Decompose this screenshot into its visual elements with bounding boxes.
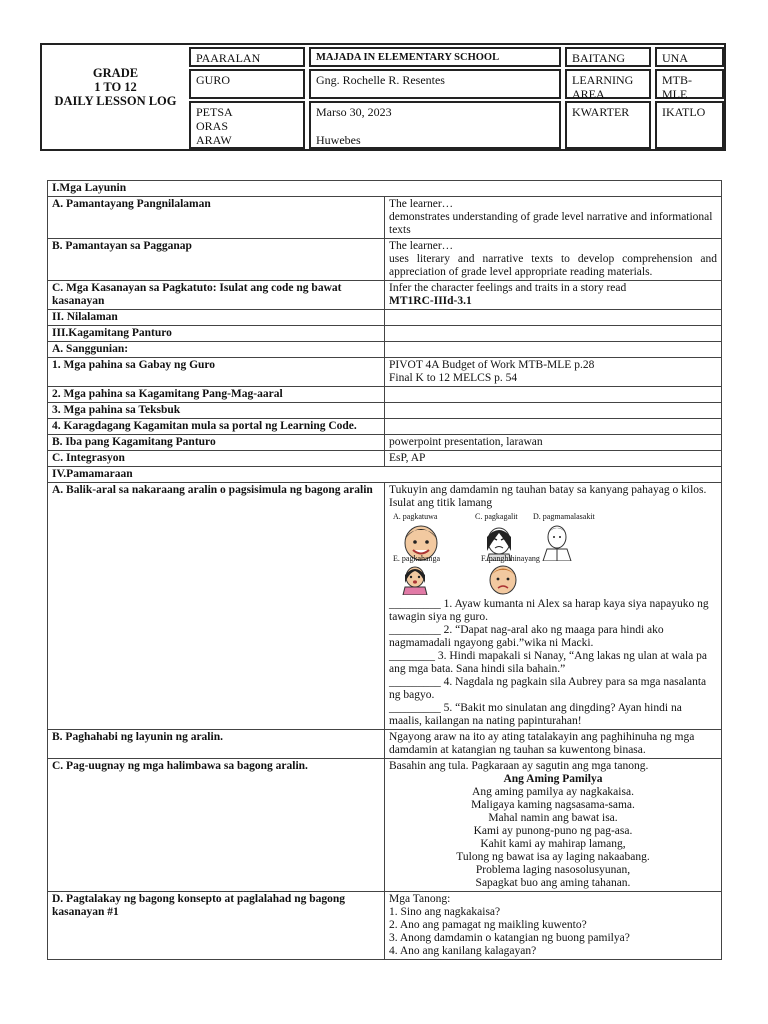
petsa-labels	[189, 101, 305, 149]
row-value	[385, 239, 722, 281]
table-row	[48, 358, 722, 387]
table-row	[48, 197, 722, 239]
row-label: D. Pagtalakay ng bagong konsepto at paglalahad ng bagong kasanayan #1	[48, 892, 385, 960]
row-value: EsP, AP	[385, 451, 722, 467]
table-row	[48, 281, 722, 310]
row-text: uses literary and narrative texts to develop comprehension and appreciation of grade level appropriate reading materials.	[389, 253, 717, 278]
poem-line: Tulong ng bawat isa ay laging nakaabang.	[456, 851, 650, 863]
header-block	[40, 43, 726, 151]
row-value	[385, 892, 722, 960]
question: 3. Anong damdamin o katangian ng buong pamilya?	[389, 932, 630, 944]
section-nilalaman: II. Nilalaman	[48, 310, 385, 326]
item-2: _________ 2. “Dapat nag-aral ako ng maaga para hindi ako nagmamadali ngayong gabi.”wika ni Macki.	[389, 624, 664, 649]
table-row	[48, 239, 722, 281]
row-label: A. Pamantayang Pangnilalaman	[48, 197, 385, 239]
caring-man-icon	[533, 521, 581, 561]
regretful-boy-icon	[481, 563, 525, 595]
row-value	[385, 419, 722, 435]
face-caption: E. pagkahanga	[393, 554, 441, 563]
row-label: 3. Mga pahina sa Teksbuk	[48, 403, 385, 419]
questions-title: Mga Tanong:	[389, 893, 451, 905]
item-4: _________ 4. Nagdala ng pagkain sila Aubrey para sa mga nasalanta ng bagyo.	[389, 676, 707, 701]
table-row	[48, 419, 722, 435]
learning-area-value: MTB-MLE	[655, 69, 724, 99]
item-5: _________ 5. “Bakit mo sinulatan ang dingding? Ayan hindi na maalis, kailangan na nating papinturahan!	[389, 702, 682, 727]
table-row	[48, 730, 722, 759]
row-label: C. Mga Kasanayan sa Pagkatuto: Isulat ang code ng bawat kasanayan	[48, 281, 385, 310]
row-label: 2. Mga pahina sa Kagamitang Pang-Mag-aaral	[48, 387, 385, 403]
face-e	[393, 554, 440, 595]
row-label: B. Iba pang Kagamitang Panturo	[48, 435, 385, 451]
guro-value: Gng. Rochelle R. Resentes	[309, 69, 561, 99]
table-row	[48, 892, 722, 960]
baitang-label: BAITANG	[565, 47, 651, 67]
poem-line: Problema laging nasosolusyunan,	[475, 864, 631, 876]
title-line-1: GRADE	[92, 66, 139, 80]
kwarter-value: IKATLO	[655, 101, 724, 149]
row-label: C. Integrasyon	[48, 451, 385, 467]
table-row	[48, 483, 722, 730]
paaralan-value: MAJADA IN ELEMENTARY SCHOOL	[309, 47, 561, 67]
row-text: Final K to 12 MELCS p. 54	[389, 372, 518, 384]
row-value	[385, 281, 722, 310]
table-row	[48, 435, 722, 451]
row-value: powerpoint presentation, larawan	[385, 435, 722, 451]
learning-area-label: LEARNING AREA	[565, 69, 651, 99]
row-value	[385, 759, 722, 892]
table-row	[48, 451, 722, 467]
row-label: 4. Karagdagang Kagamitan mula sa portal ng Learning Code.	[48, 419, 385, 435]
section-pamamaraan: IV.Pamamaraan	[48, 467, 722, 483]
date-day-values	[309, 101, 561, 149]
face-f	[481, 554, 540, 595]
row-value	[385, 358, 722, 387]
item-3: ________ 3. Hindi mapakali si Nanay, “Ang lakas ng ulan at wala pa ang mga bata. Sana hindi sila bahain.”	[389, 650, 707, 675]
oras-label: ORAS	[196, 119, 229, 133]
row-value	[385, 387, 722, 403]
poem-line: Sapagkat buo ang aming tahanan.	[475, 877, 631, 889]
question: 1. Sino ang nagkakaisa?	[389, 906, 501, 918]
face-caption: C. pagkagalit	[475, 512, 518, 521]
question: 4. Ano ang kanilang kalagayan?	[389, 945, 537, 957]
table-row	[48, 403, 722, 419]
row-value	[385, 326, 722, 342]
paaralan-label: PAARALAN	[189, 47, 305, 67]
poem-line: Kami ay punong-puno ng pag-asa.	[473, 825, 633, 837]
guro-label: GURO	[189, 69, 305, 99]
row-label: B. Pamantayan sa Pagganap	[48, 239, 385, 281]
poem	[389, 773, 717, 890]
title-line-3: DAILY LESSON LOG	[54, 94, 177, 108]
table-row	[48, 387, 722, 403]
poem-line: Ang aming pamilya ay nagkakaisa.	[472, 786, 634, 798]
emotion-pictures	[389, 512, 717, 596]
row-text: demonstrates understanding of grade level narrative and informational texts	[389, 211, 713, 236]
row-value	[385, 403, 722, 419]
date-value: Marso 30, 2023	[316, 105, 392, 119]
question: 2. Ano ang pamagat ng maikling kuwento?	[389, 919, 587, 931]
face-caption: A. pagkatuwa	[393, 512, 438, 521]
title-line-2: 1 TO 12	[94, 80, 137, 94]
row-label: 1. Mga pahina sa Gabay ng Guro	[48, 358, 385, 387]
table-row	[48, 310, 722, 326]
section-kagamitan: III.Kagamitang Panturo	[48, 326, 385, 342]
poem-line: Mahal namin ang bawat isa.	[488, 812, 618, 824]
table-row	[48, 467, 722, 483]
poem-line: Kahit kami ay mahirap lamang,	[480, 838, 626, 850]
baitang-value: UNA	[655, 47, 724, 67]
face-caption: D. pagmamalasakit	[533, 512, 595, 521]
row-label: A. Balik-aral sa nakaraang aralin o pagsisimula ng bagong aralin	[48, 483, 385, 730]
row-value	[385, 197, 722, 239]
table-row	[48, 342, 722, 358]
section-layunin: I.Mga Layunin	[48, 181, 722, 197]
table-row	[48, 326, 722, 342]
day-value: Huwebes	[316, 133, 361, 147]
amazed-girl-icon	[393, 563, 437, 595]
row-label: A. Sanggunian:	[48, 342, 385, 358]
row-value	[385, 342, 722, 358]
competency-code: MT1RC-IIId-3.1	[389, 295, 472, 307]
poem-line: Maligaya kaming nagsasama-sama.	[471, 799, 635, 811]
face-caption: F. panghihinayang	[481, 554, 540, 563]
header-title	[42, 45, 189, 149]
item-1: _________ 1. Ayaw kumanta ni Alex sa harap kaya siya napayuko ng tawagin siya ng guro.	[389, 598, 709, 623]
row-value	[385, 310, 722, 326]
table-row	[48, 181, 722, 197]
row-value	[385, 483, 722, 730]
row-text: The learner…	[389, 240, 454, 252]
face-d	[533, 512, 595, 561]
row-text: Tukuyin ang damdamin ng tauhan batay sa kanyang pahayag o kilos. Isulat ang titik lamang	[389, 484, 707, 509]
row-label: C. Pag-uugnay ng mga halimbawa sa bagong aralin.	[48, 759, 385, 892]
table-row	[48, 759, 722, 892]
poem-title: Ang Aming Pamilya	[503, 773, 603, 785]
row-label: B. Paghahabi ng layunin ng aralin.	[48, 730, 385, 759]
row-text: Infer the character feelings and traits in a story read	[389, 282, 627, 294]
row-text: The learner…	[389, 198, 454, 210]
araw-label: ARAW	[196, 133, 232, 147]
row-text: PIVOT 4A Budget of Work MTB-MLE p.28	[389, 359, 595, 371]
petsa-label: PETSA	[196, 105, 233, 119]
row-value: Ngayong araw na ito ay ating tatalakayin ang paghihinuha ng mga damdamin at katangian ng tauhan sa kuwentong binasa.	[385, 730, 722, 759]
kwarter-label: KWARTER	[565, 101, 651, 149]
row-text: Basahin ang tula. Pagkaraan ay sagutin ang mga tanong.	[389, 760, 649, 772]
lesson-table	[47, 180, 722, 960]
